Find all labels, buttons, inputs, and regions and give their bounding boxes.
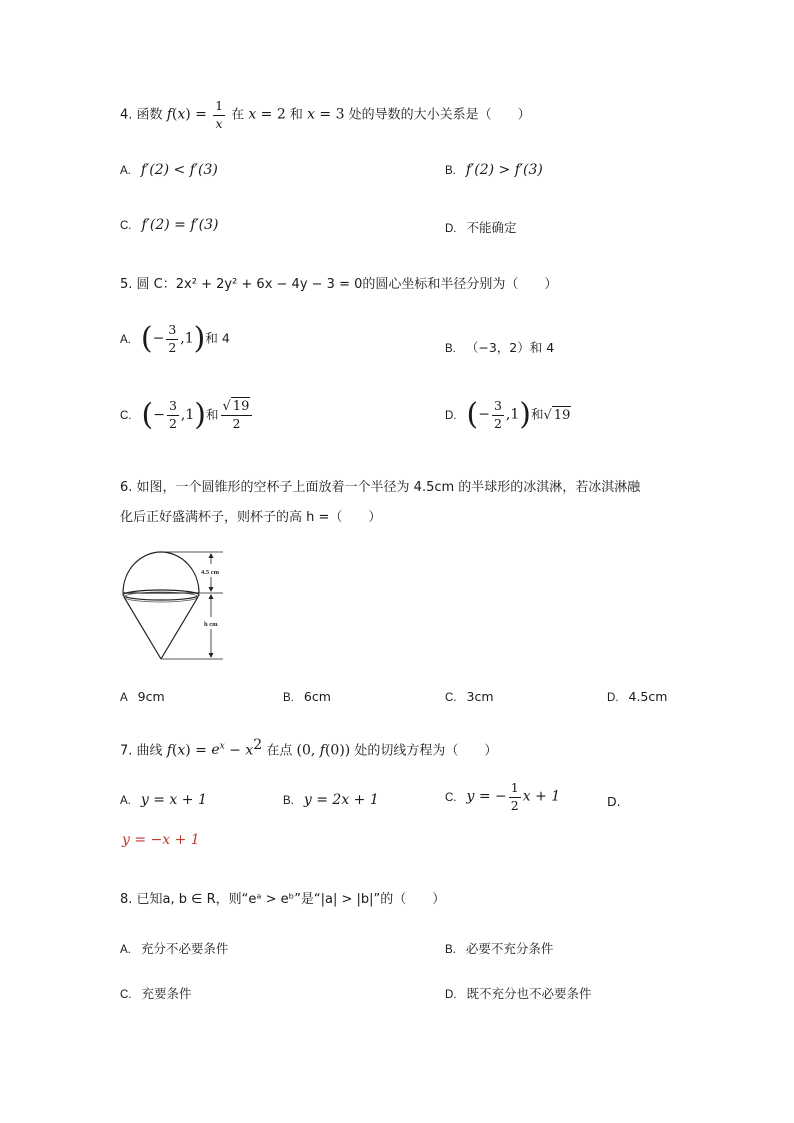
q7-option-d-label[interactable]: D.	[607, 794, 621, 809]
q6-option-c[interactable]: C. 3cm	[445, 689, 494, 704]
q5-option-c[interactable]: C. (− $\frac{3}{2}$ ,1)和 $\frac{√ 19}{2}$	[120, 400, 254, 431]
q4-option-c[interactable]: C. f′(2) = f′(3)	[120, 217, 219, 233]
question-number: 4.	[120, 107, 133, 123]
question-number: 6.	[120, 480, 133, 495]
q8-option-a[interactable]: A. 充分不必要条件	[120, 941, 229, 956]
cone-left-edge	[124, 597, 161, 659]
question-number: 5.	[120, 277, 133, 292]
question-6-line2: 化后正好盛满杯子，则杯子的高 h =（ ）	[120, 510, 382, 525]
q4-option-a[interactable]: A. f′(2) < f′(3)	[120, 162, 218, 178]
q5-option-d[interactable]: D. (− $\frac{3}{2}$ ,1)和√ 19	[445, 397, 571, 432]
question-8-stem: 8. 已知a, b ∈ R，则“eᵃ > eᵇ”是“|a| > |b|”的（ ）	[120, 892, 446, 907]
arrow-head	[209, 594, 214, 599]
q7-option-c[interactable]: C. y = − $\frac{1}{2}$ x + 1	[445, 780, 561, 813]
q7-option-b[interactable]: B. y = 2x + 1	[283, 792, 379, 808]
radius-label: 4.5 cm	[201, 569, 220, 576]
question-7-stem: 7. 曲线 $f(x) = e^x - x^2$ 在点 (0, f(0)) 处的切线方程为（ ）	[120, 737, 498, 759]
question-number: 7.	[120, 743, 133, 759]
fraction-1-over-x: $\frac{1}{x}$	[215, 98, 224, 131]
q4-option-d[interactable]: D. 不能确定	[445, 220, 517, 235]
q4-option-b[interactable]: B. f′(2) > f′(3)	[445, 162, 543, 178]
arrow-head	[209, 653, 214, 658]
hemisphere-shape	[123, 552, 199, 593]
q6-option-b[interactable]: B. 6cm	[283, 689, 331, 704]
q8-option-c[interactable]: C. 充要条件	[120, 986, 192, 1001]
question-4-stem: 4. 函数 f(x) = $\frac{1}{x}$ 在 x = 2 和 x = 3 处的导数的大小关系是（ ）	[120, 98, 531, 131]
math-fx: f	[166, 106, 172, 123]
q8-option-b[interactable]: B. 必要不充分条件	[445, 941, 554, 956]
q6-option-a[interactable]: A 9cm	[120, 689, 165, 704]
q6-option-d[interactable]: D. 4.5cm	[607, 689, 668, 704]
q5-option-a[interactable]: A. (− $\frac{3}{2}$ ,1)和 4	[120, 321, 230, 356]
q7-option-a[interactable]: A. y = x + 1	[120, 792, 207, 808]
question-number: 8.	[120, 892, 133, 907]
ice-cream-cone-figure	[115, 545, 240, 665]
q8-option-d[interactable]: D. 既不充分也不必要条件	[445, 986, 592, 1001]
question-5-stem: 5. 圆 C：2x² + 2y² + 6x − 4y − 3 = 0的圆心坐标和半径分别为（ ）	[120, 277, 558, 292]
question-6-line1: 6. 如图，一个圆锥形的空杯子上面放着一个半径为 4.5cm 的半球形的冰淇淋，若冰淇淋融	[120, 480, 641, 495]
q5-option-b[interactable]: B. （−3，2）和 4	[445, 340, 555, 355]
height-label: h cm	[204, 621, 218, 628]
arrow-head	[209, 553, 214, 558]
cone-right-edge	[161, 597, 198, 659]
stem-text: 函数	[136, 107, 163, 123]
arrow-head	[209, 587, 214, 592]
q7-option-d[interactable]: y = −x + 1	[122, 832, 200, 848]
